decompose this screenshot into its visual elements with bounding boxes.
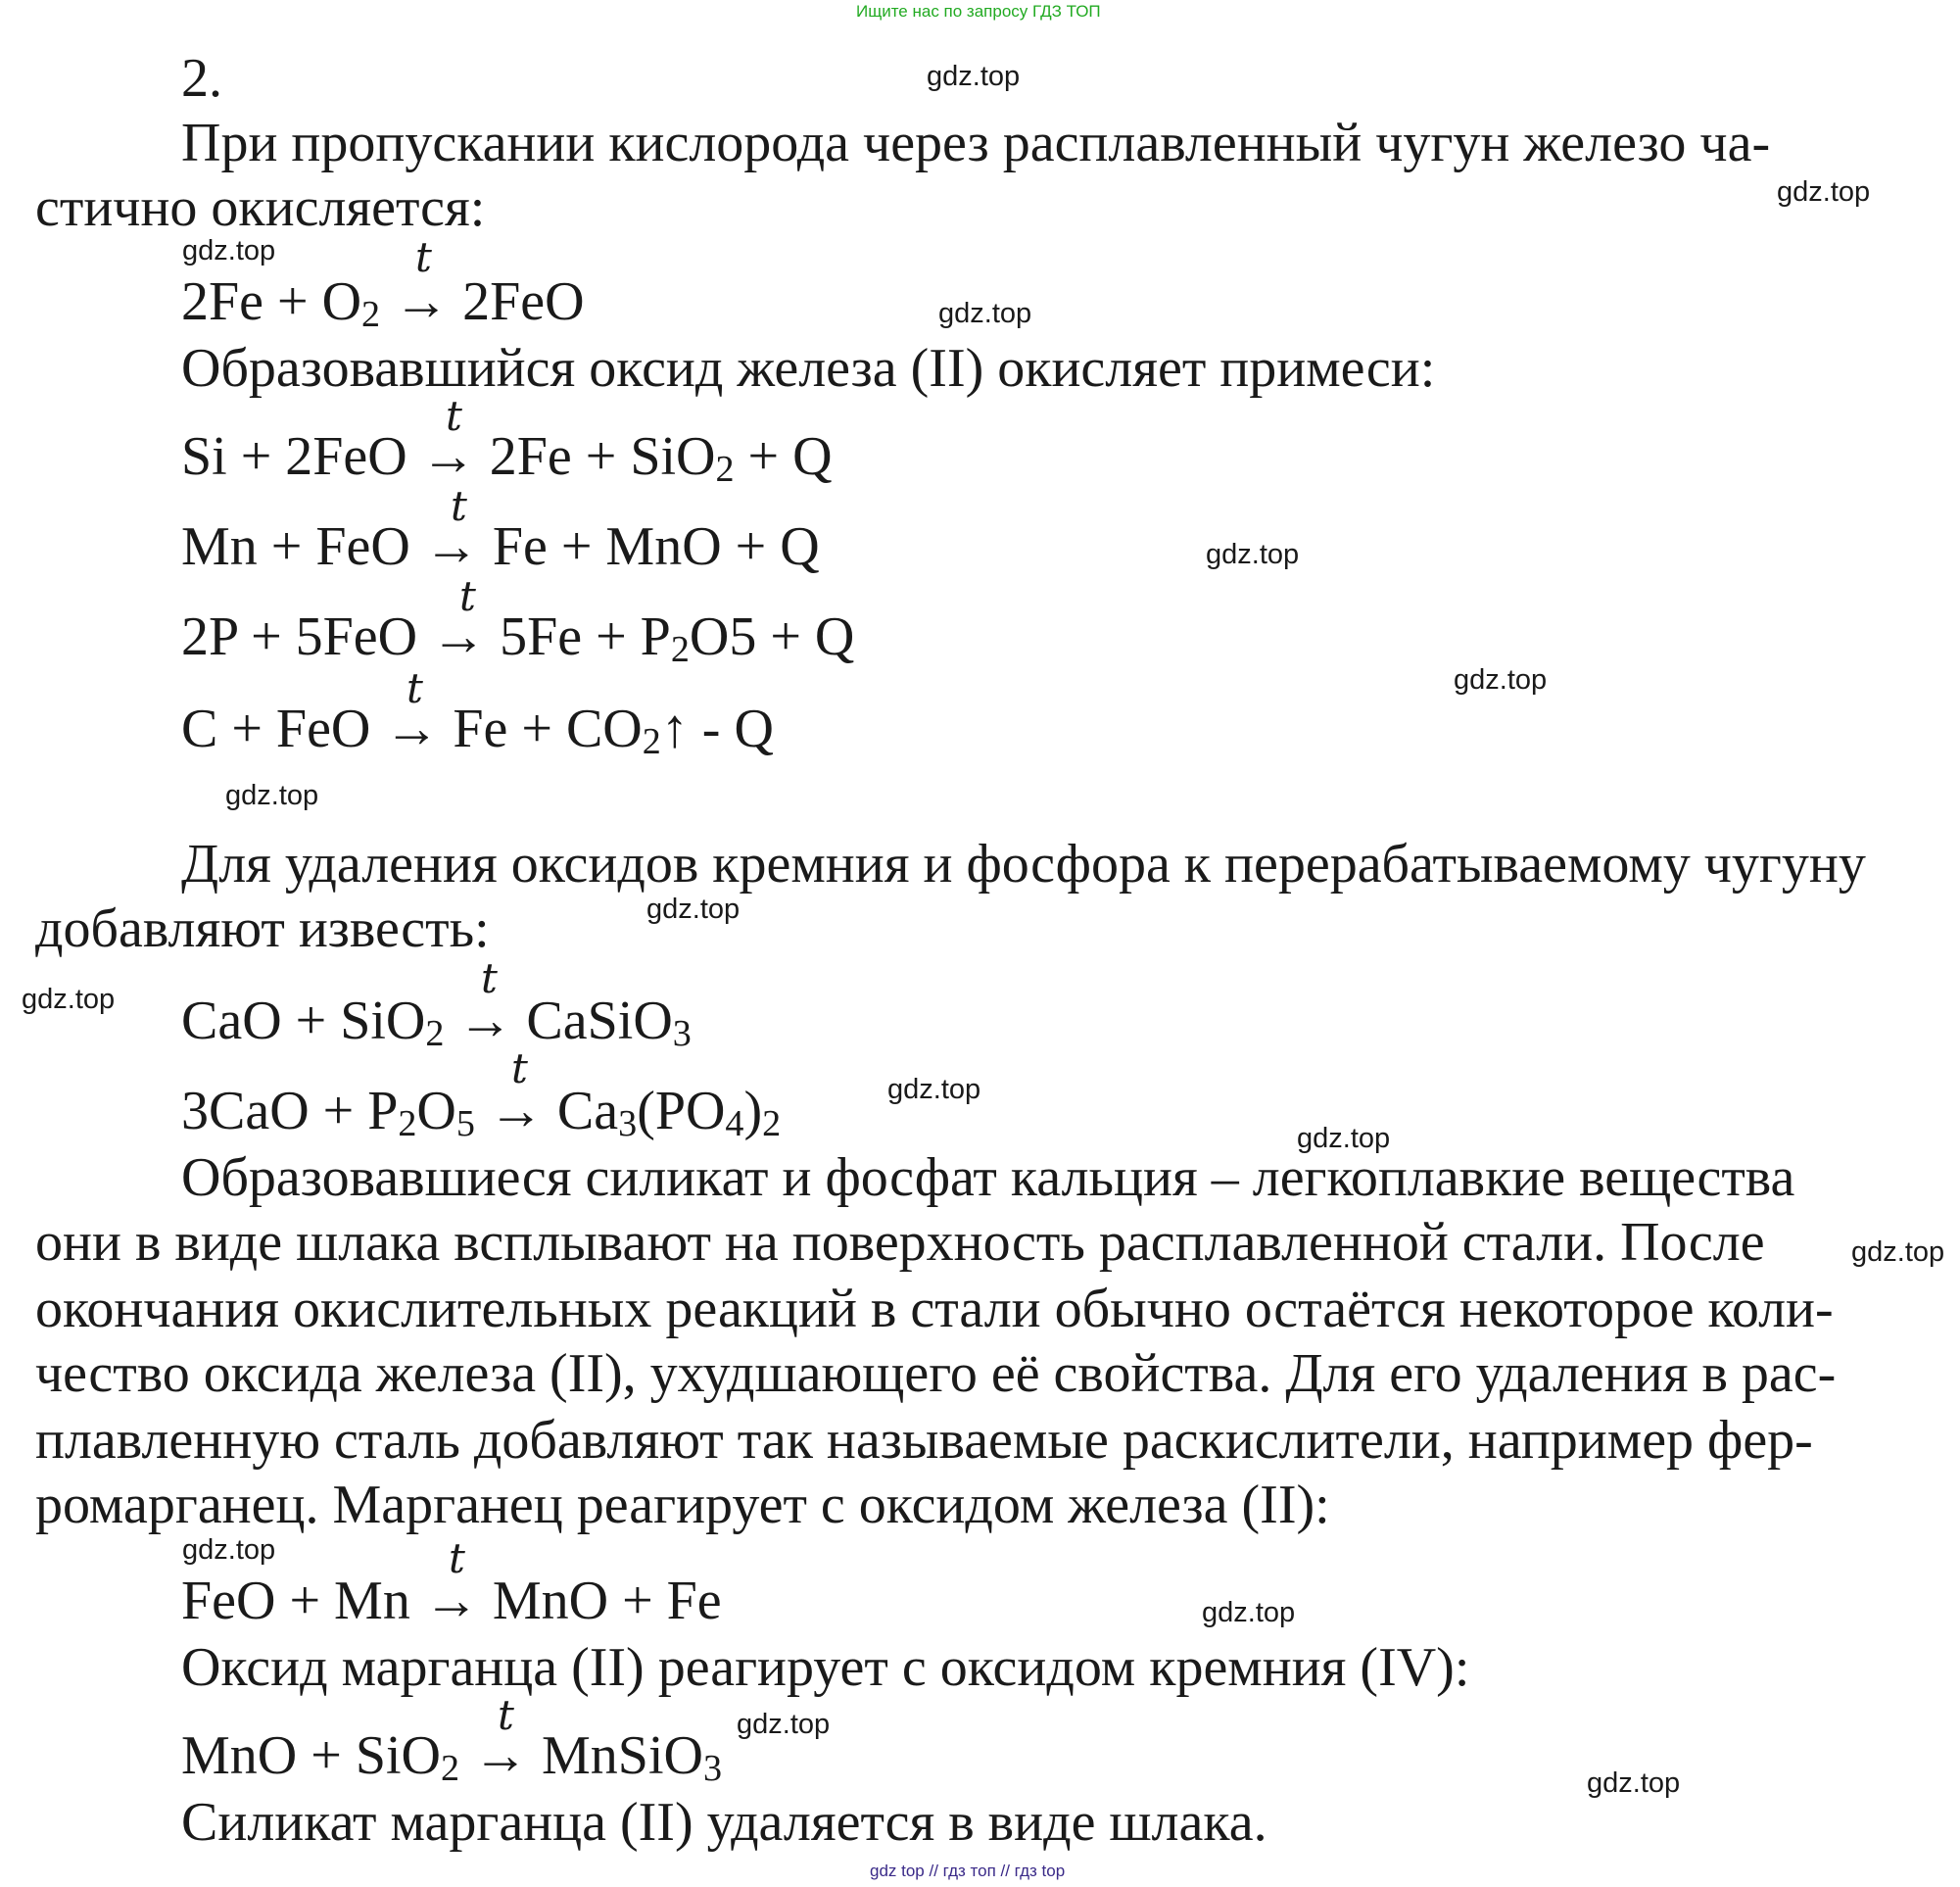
eq3-right: Fe + MnO + Q — [478, 516, 820, 577]
eq2-right-sub: 2 — [715, 448, 735, 490]
para3-line2: добавляют известь: — [35, 898, 490, 959]
eq1-condition: t — [415, 233, 432, 281]
eq7-right-sub3: 2 — [762, 1102, 782, 1144]
watermark: gdz.top — [1206, 539, 1300, 570]
arrow-icon: → — [423, 516, 479, 577]
arrow-icon: → — [431, 606, 487, 667]
equation-2 — [181, 426, 833, 490]
equation-4 — [181, 606, 855, 670]
equation-7 — [181, 1081, 782, 1144]
eq4-right-end: O5 + Q — [689, 606, 855, 667]
eq6-left-end — [444, 991, 457, 1051]
watermark: gdz.top — [225, 780, 319, 811]
equation-1 — [181, 271, 585, 335]
eq7-left-end — [475, 1081, 489, 1141]
eq4-right: 5Fe + P — [486, 606, 671, 667]
arrow-icon: → — [420, 426, 476, 487]
watermark: gdz.top — [1202, 1597, 1296, 1628]
eq5-right-end: ↑ - Q — [660, 699, 774, 759]
footer: gdz top // гдз топ // гдз top — [870, 1862, 1066, 1880]
watermark: gdz.top — [22, 984, 116, 1015]
eq7-right: Ca — [543, 1081, 619, 1141]
task-number: 2. — [181, 48, 222, 109]
para4-line4: чество оксида железа (II), ухудшающего её свойства. Для его удаления в рас- — [35, 1343, 1837, 1404]
equation-6 — [181, 991, 692, 1054]
eq9-left: MnO + SiO — [181, 1725, 441, 1786]
para4-line3: окончания окислительных реакций в стали обычно остаётся некоторое коли- — [35, 1279, 1834, 1339]
eq7-right-sub2: 4 — [725, 1102, 744, 1144]
eq6-condition: t — [481, 954, 498, 1002]
eq8-left: FeO + Mn — [181, 1571, 424, 1631]
eq1-left: 2Fe + O — [181, 271, 362, 332]
eq9-condition: t — [498, 1691, 514, 1739]
arrow-icon: → — [384, 699, 440, 759]
eq8-condition: t — [449, 1534, 465, 1582]
para3-line1: Для удаления оксидов кремния и фосфора к перерабатываемому чугуну — [181, 834, 1866, 895]
eq2-right-end: + Q — [734, 426, 833, 487]
arrow-icon: → — [423, 1571, 479, 1631]
watermark: gdz.top — [182, 235, 276, 266]
eq5-condition: t — [406, 664, 423, 712]
eq4-right-sub: 2 — [670, 628, 690, 670]
eq9-right: MnSiO — [528, 1725, 703, 1786]
eq6-left-sub: 2 — [425, 1012, 445, 1054]
watermark: gdz.top — [182, 1534, 276, 1566]
watermark: gdz.top — [938, 298, 1032, 329]
arrow-icon: → — [394, 271, 450, 332]
eq1-left-sub: 2 — [361, 293, 381, 335]
eq6-left: CaO + SiO — [181, 991, 426, 1051]
para2: Образовавшийся оксид железа (II) окисляет примеси: — [181, 338, 1436, 399]
eq3-left: Mn + FeO — [181, 516, 424, 577]
eq5-right: Fe + CO — [439, 699, 643, 759]
arrow-icon: → — [473, 1725, 529, 1786]
arrow-icon: → — [488, 1081, 544, 1141]
watermark: gdz.top — [887, 1074, 981, 1105]
eq6-right-sub: 3 — [672, 1012, 692, 1054]
watermark: gdz.top — [1777, 176, 1871, 208]
watermark: gdz.top — [646, 894, 741, 925]
watermark: gdz.top — [1297, 1123, 1391, 1154]
eq7-right-mid: (PO — [637, 1081, 726, 1141]
eq7-left-sub2: 5 — [455, 1102, 475, 1144]
eq1-right: 2FeO — [449, 271, 585, 332]
watermark: gdz.top — [927, 61, 1021, 92]
eq2-condition: t — [446, 392, 462, 440]
equation-5 — [181, 699, 774, 762]
para4-line2: они в виде шлака всплывают на поверхность расплавленной стали. После — [35, 1212, 1765, 1273]
equation-3 — [181, 516, 820, 577]
arrow-icon: → — [457, 991, 513, 1051]
para6: Силикат марганца (II) удаляется в виде шлака. — [181, 1792, 1267, 1853]
watermark: gdz.top — [737, 1709, 831, 1740]
eq2-right: 2Fe + SiO — [475, 426, 716, 487]
eq7-left: 3CaO + P — [181, 1081, 399, 1141]
watermark: gdz.top — [1587, 1767, 1681, 1799]
para1-line2: стично окисляется: — [35, 177, 486, 238]
eq4-left: 2P + 5FeO — [181, 606, 432, 667]
eq9-left-end — [459, 1725, 473, 1786]
eq6-right: CaSiO — [512, 991, 673, 1051]
eq3-condition: t — [451, 482, 467, 530]
top-banner: Ищите нас по запросу ГДЗ ТОП — [856, 2, 1101, 21]
eq2-left: Si + 2FeO — [181, 426, 421, 487]
eq7-right-mid2: ) — [743, 1081, 763, 1141]
eq9-right-sub: 3 — [702, 1747, 722, 1789]
para4-line5: плавленную сталь добавляют так называемые раскислители, например фер- — [35, 1410, 1813, 1471]
watermark: gdz.top — [1454, 664, 1548, 696]
eq4-condition: t — [459, 572, 476, 620]
eq8-right: MnO + Fe — [478, 1571, 722, 1631]
eq7-left-mid: O — [416, 1081, 456, 1141]
para5: Оксид марганца (II) реагирует с оксидом кремния (IV): — [181, 1637, 1470, 1698]
para4-line1: Образовавшиеся силикат и фосфат кальция – легкоплавкие вещества — [181, 1147, 1795, 1208]
eq9-left-sub: 2 — [440, 1747, 460, 1789]
watermark: gdz.top — [1851, 1236, 1945, 1268]
eq7-left-sub1: 2 — [398, 1102, 417, 1144]
eq7-right-sub1: 3 — [618, 1102, 638, 1144]
eq7-condition: t — [511, 1044, 528, 1092]
para4-line6: ромарганец. Марганец реагирует с оксидом железа (II): — [35, 1475, 1330, 1535]
para1-line1: При пропускании кислорода через расплавленный чугун железо ча- — [181, 113, 1771, 173]
equation-9 — [181, 1725, 722, 1789]
eq5-right-sub: 2 — [642, 720, 661, 762]
eq5-left: C + FeO — [181, 699, 385, 759]
